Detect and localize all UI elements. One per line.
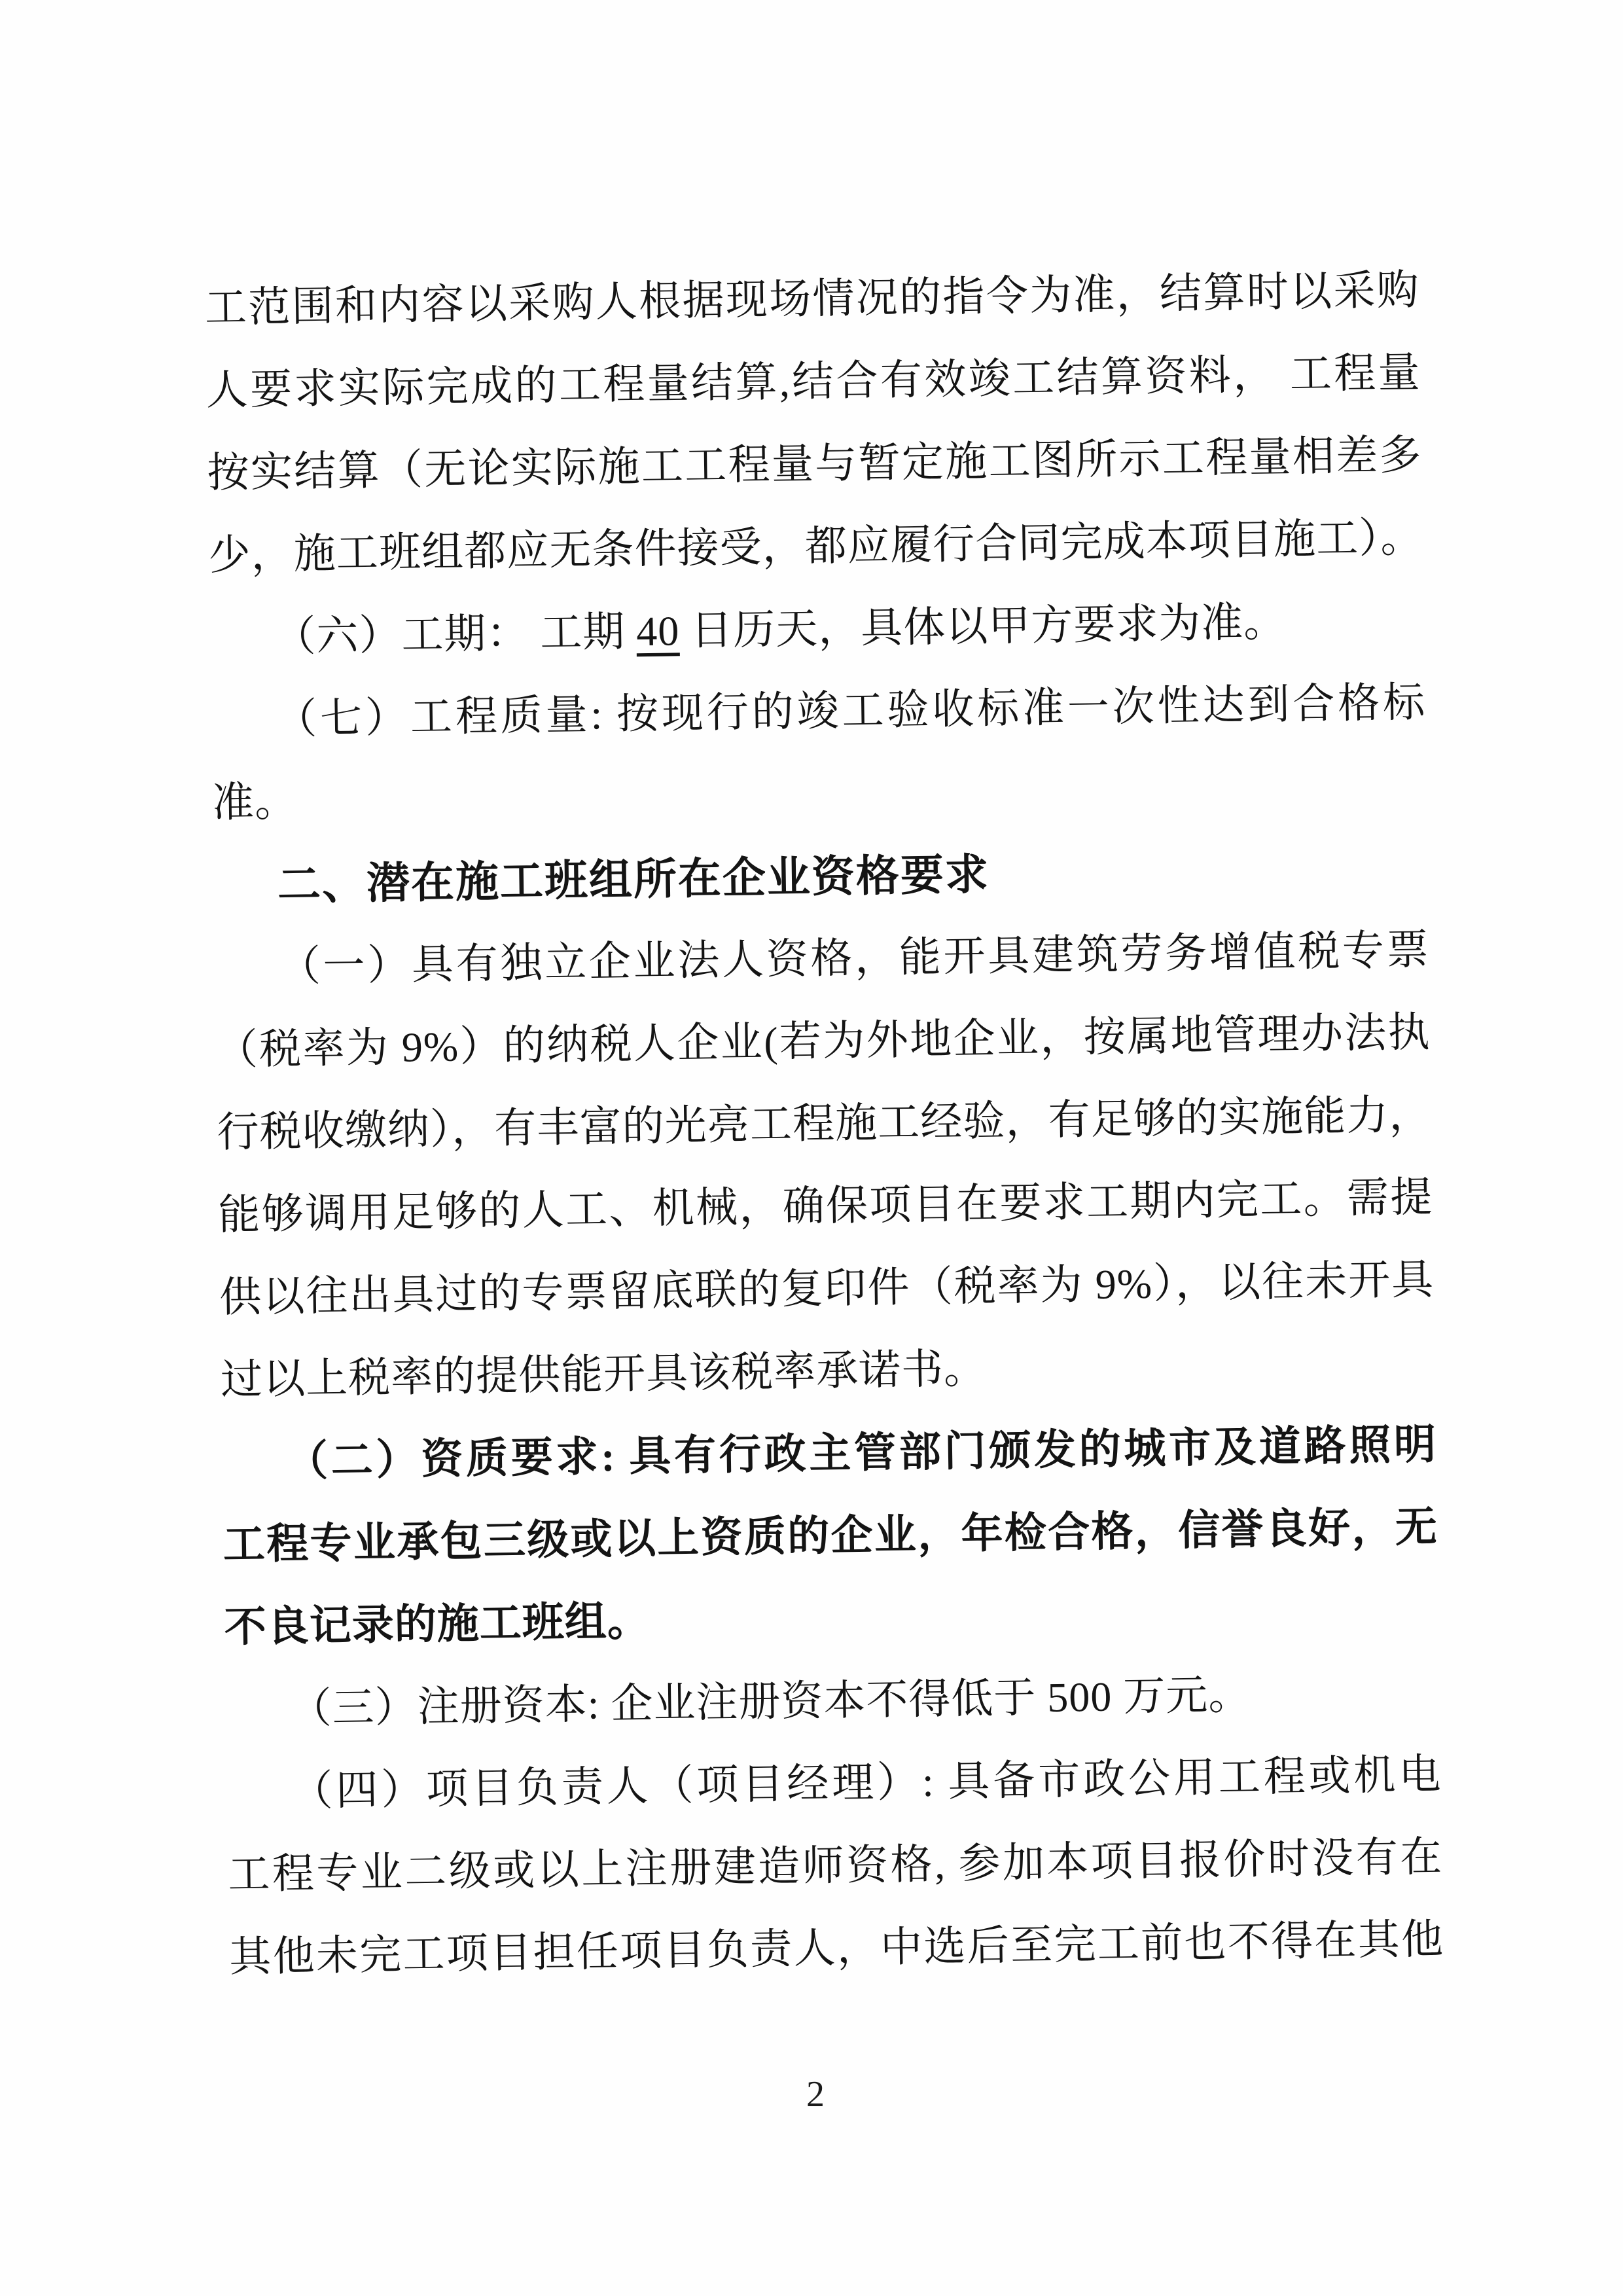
text-run: 过以上税率的提供能开具该税率承诺书。	[220, 1345, 987, 1403]
text-run: 能够调用足够的人工、机械，确保项目在要求工期内完工。需提	[217, 1174, 1433, 1238]
text-run: 按实结算（无论实际施工工程量与暂定施工图所示工程量相差多	[207, 431, 1422, 496]
text-run: （税率为 9%）的纳税人企业(若为外地企业，按属地管理办法执	[215, 1009, 1431, 1073]
text-run: （一）具有独立企业法人资格，能开具建筑劳务增值税专票	[278, 926, 1430, 990]
document-body	[204, 249, 1444, 1998]
text-run: （三）注册资本: 企业注册资本不得低于 500 万元。	[289, 1671, 1251, 1732]
text-run: （七）工程质量: 按现行的竣工验收标准一次性达到合格标	[274, 679, 1426, 743]
text-run: 二、潜在施工班组所在企业资格要求	[277, 850, 990, 909]
text-run: 日历天，具体以甲方要求为准。	[679, 598, 1287, 655]
text-run: 工程专业承包三级或以上资质的企业，年检合格，信誉良好，无	[223, 1503, 1438, 1568]
text-run: 人要求实际完成的工程量结算,结合有效竣工结算资料， 工程量	[205, 349, 1421, 414]
text-run: （四）项目负责人（项目经理）: 具备市政公用工程或机电	[291, 1751, 1442, 1815]
text-run: 供以往出具过的专票留底联的复印件（税率为 9%），以往未开具	[219, 1256, 1435, 1321]
text-run: 不良记录的施工班组。	[224, 1598, 651, 1651]
text-run: 准。	[211, 778, 298, 826]
text-run: 工程专业二级或以上注册建造师资格, 参加本项目报价时没有在	[227, 1833, 1443, 1898]
underlined-duration-value: 40	[635, 607, 680, 655]
item-4-manager-line-3	[228, 1898, 1444, 1999]
text-run: 工范围和内容以采购人根据现场情况的指令为准，结算时以采购	[204, 266, 1420, 331]
text-run: （六）工期： 工期	[273, 608, 637, 660]
text-run: 其他未完工项目担任项目负责人，中选后至完工前也不得在其他	[228, 1916, 1444, 1981]
text-run: （二）资质要求: 具有行政主管部门颁发的城市及道路照明	[285, 1421, 1437, 1485]
page-number: 2	[806, 2074, 825, 2115]
text-run: 行税收缴纳），有丰富的光亮工程施工经验，有足够的实施能力，	[217, 1091, 1432, 1156]
text-run: 少，施工班组都应无条件接受，都应履行合同完成本项目施工）。	[208, 514, 1423, 579]
